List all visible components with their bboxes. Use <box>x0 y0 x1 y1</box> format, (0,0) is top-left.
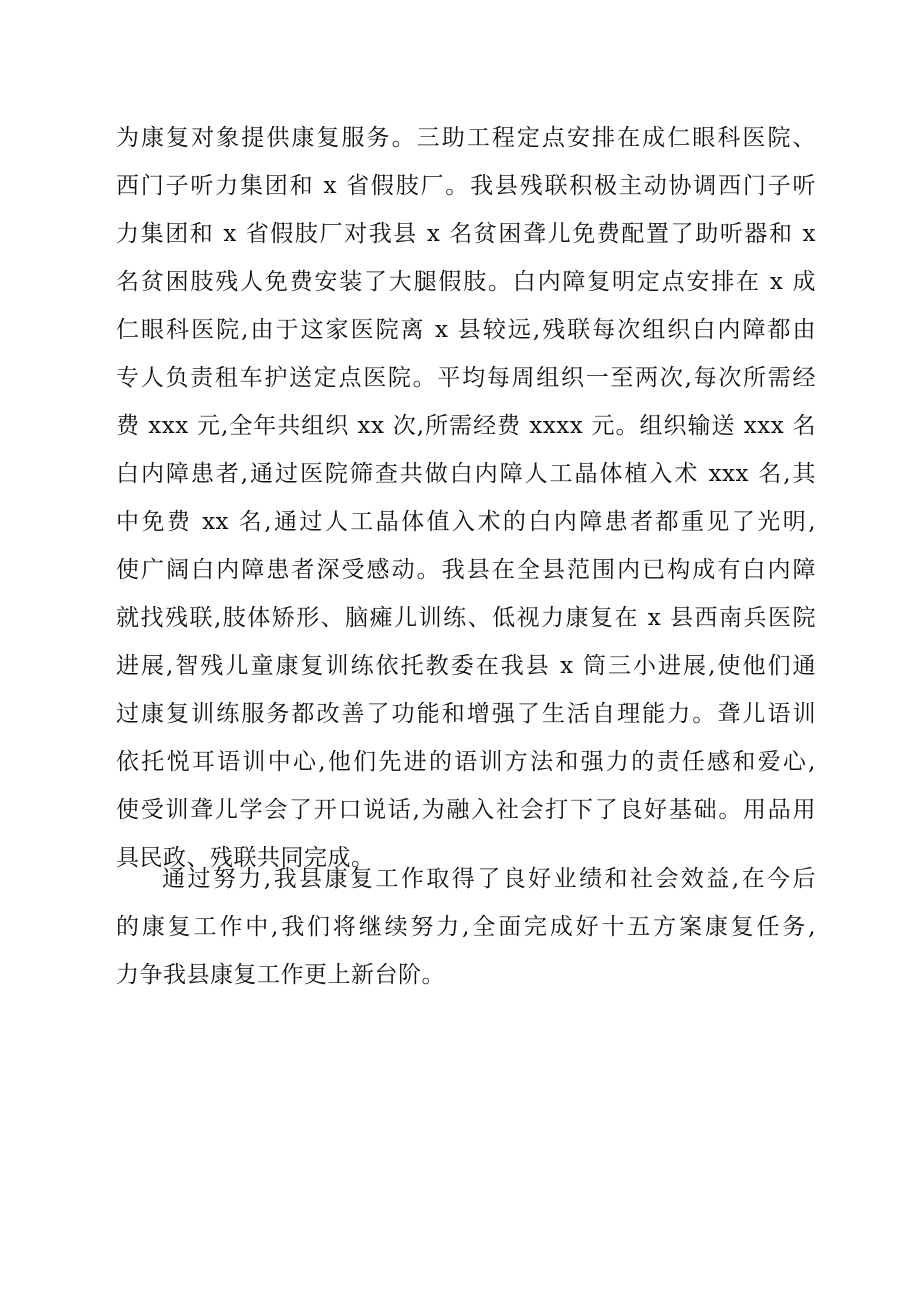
paragraph-line: 中免费 xx 名,通过人工晶体值入术的白内障患者都重见了光明, <box>116 509 816 535</box>
paragraph-line: 进展,智残儿童康复训练依托教委在我县 x 筒三小进展,使他们通 <box>116 653 816 679</box>
paragraph-line: 的康复工作中,我们将继续努力,全面完成好十五方案康复任务, <box>116 914 816 940</box>
paragraph-line: 力集团和 x 省假肢厂对我县 x 名贫困聋儿免费配置了助听器和 x <box>116 221 816 247</box>
paragraph-line: 就找残联,肢体矫形、脑瘫儿训练、低视力康复在 x 县西南兵医院 <box>116 605 816 631</box>
paragraph-line: 专人负责租车护送定点医院。平均每周组织一至两次,每次所需经 <box>116 365 816 391</box>
paragraph-line: 使广阔白内障患者深受感动。我县在全县范围内已构成有白内障 <box>116 557 816 583</box>
paragraph-line: 过康复训练服务都改善了功能和增强了生活自理能力。聋儿语训 <box>116 701 816 727</box>
paragraph-line: 西门子听力集团和 x 省假肢厂。我县残联积极主动协调西门子听 <box>116 173 816 199</box>
paragraph-line: 通过努力,我县康复工作取得了良好业绩和社会效益,在今后 <box>162 866 816 892</box>
paragraph-line: 使受训聋儿学会了开口说话,为融入社会打下了良好基础。用品用 <box>116 797 816 823</box>
paragraph-line: 白内障患者,通过医院筛查共做白内障人工晶体植入术 xxx 名,其 <box>116 461 816 487</box>
paragraph-1 <box>116 114 816 882</box>
paragraph-line: 力争我县康复工作更上新台阶。 <box>116 962 445 988</box>
paragraph-line: 名贫困肢残人免费安装了大腿假肢。白内障复明定点安排在 x 成 <box>116 269 816 295</box>
paragraph-line: 具民政、残联共同完成。 <box>116 845 375 871</box>
paragraph-line: 为康复对象提供康复服务。三助工程定点安排在成仁眼科医院、 <box>116 125 816 151</box>
paragraph-line: 费 xxx 元,全年共组织 xx 次,所需经费 xxxx 元。组织输送 xxx 名 <box>116 413 816 439</box>
paragraph-line: 仁眼科医院,由于这家医院离 x 县较远,残联每次组织白内障都由 <box>116 317 816 343</box>
paragraph-2 <box>116 855 816 999</box>
paragraph-line: 依托悦耳语训中心,他们先进的语训方法和强力的责任感和爱心, <box>116 749 816 775</box>
